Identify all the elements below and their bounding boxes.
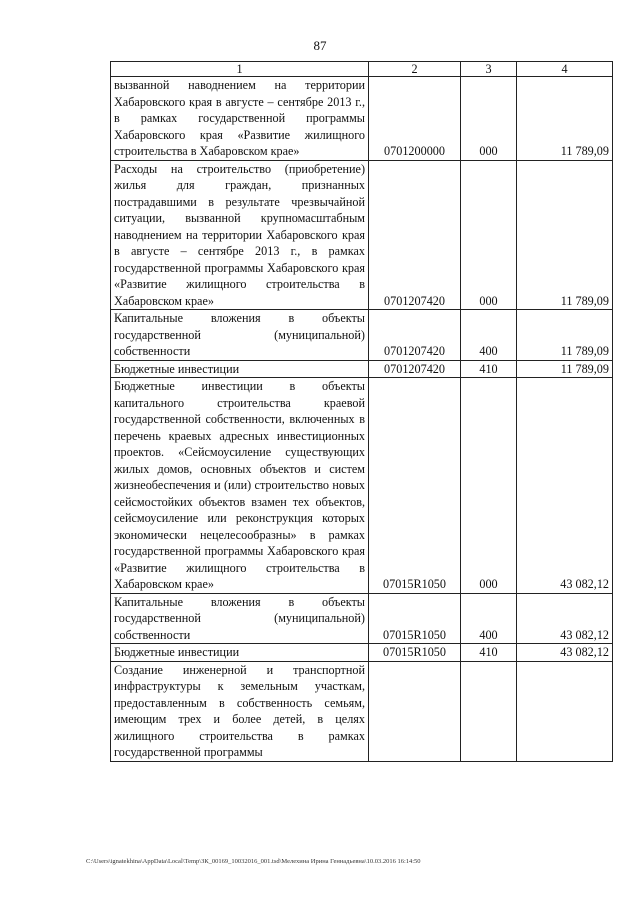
row-target-code [369,661,461,761]
row-amount: 11 789,09 [517,160,613,310]
row-name: Бюджетные инвестиции [111,360,369,378]
row-amount: 11 789,09 [517,360,613,378]
row-target-code: 07015R1050 [369,593,461,644]
row-name: Бюджетные инвестиции [111,644,369,662]
row-expense-type: 410 [461,360,517,378]
row-expense-type: 000 [461,378,517,594]
table-row [111,77,613,161]
row-amount: 11 789,09 [517,77,613,161]
row-expense-type: 400 [461,310,517,361]
row-target-code: 0701207420 [369,360,461,378]
row-name: вызванной наводнением на территории Хабаровского края в августе – сентябре 2013 г., в рамках государственной программы Хабаровского края «Развитие жилищного строительства в Хабаровском крае» [111,77,369,161]
row-amount: 11 789,09 [517,310,613,361]
table-row [111,644,613,662]
table-row [111,378,613,594]
row-expense-type: 000 [461,160,517,310]
row-name: Бюджетные инвестиции в объекты капитального строительства краевой государственной собственности, включенных в перечень краевых адресных инвестиционных проектов. «Сейсмоусиление существующих жилых домов, основных объектов и систем жизнеобеспечения и (или) строительство новых сейсмостойких объектов взамен тех объектов, сейсмоусиление или реконструкция которых экономически нецелесообразны» в рамках государственной программы Хабаровского края «Развитие жилищного строительства в Хабаровском крае» [111,378,369,594]
row-target-code: 0701200000 [369,77,461,161]
row-name: Расходы на строительство (приобретение) жилья для граждан, признанных пострадавшими в результате чрезвычайной ситуации, вызванной крупномасштабным наводнением на территории Хабаровского края в августе – сентябре 2013 г., в рамках государственной программы Хабаровского края «Развитие жилищного строительства в Хабаровском крае» [111,160,369,310]
row-name: Капитальные вложения в объекты государственной (муниципальной) собственности [111,593,369,644]
row-amount: 43 082,12 [517,378,613,594]
table-row [111,160,613,310]
row-target-code: 0701207420 [369,310,461,361]
row-expense-type [461,661,517,761]
table-row [111,661,613,761]
column-header-3: 3 [461,62,517,77]
budget-table [110,61,613,762]
table-row [111,360,613,378]
row-expense-type: 000 [461,77,517,161]
column-header-2: 2 [369,62,461,77]
table-header-row [111,62,613,77]
row-amount [517,661,613,761]
row-expense-type: 400 [461,593,517,644]
row-amount: 43 082,12 [517,593,613,644]
page-number: 87 [313,38,327,53]
column-header-1: 1 [111,62,369,77]
row-target-code: 07015R1050 [369,378,461,594]
table-row [111,593,613,644]
table-row [111,310,613,361]
row-target-code: 0701207420 [369,160,461,310]
row-name: Капитальные вложения в объекты государственной (муниципальной) собственности [111,310,369,361]
row-target-code: 07015R1050 [369,644,461,662]
row-name: Создание инженерной и транспортной инфраструктуры к земельным участкам, предоставленным в собственность семьям, имеющим трех и более детей, в целях жилищного строительства в рамках государственной программы [111,661,369,761]
row-amount: 43 082,12 [517,644,613,662]
file-path-footer: C:\Users\ignatekhina\AppData\Local\Temp\ЗК_00169_10032016_001.tsd\Мелехина Ирина Геннадьевна\10.03.2016 16:14:50 [86,858,421,865]
column-header-4: 4 [517,62,613,77]
row-expense-type: 410 [461,644,517,662]
